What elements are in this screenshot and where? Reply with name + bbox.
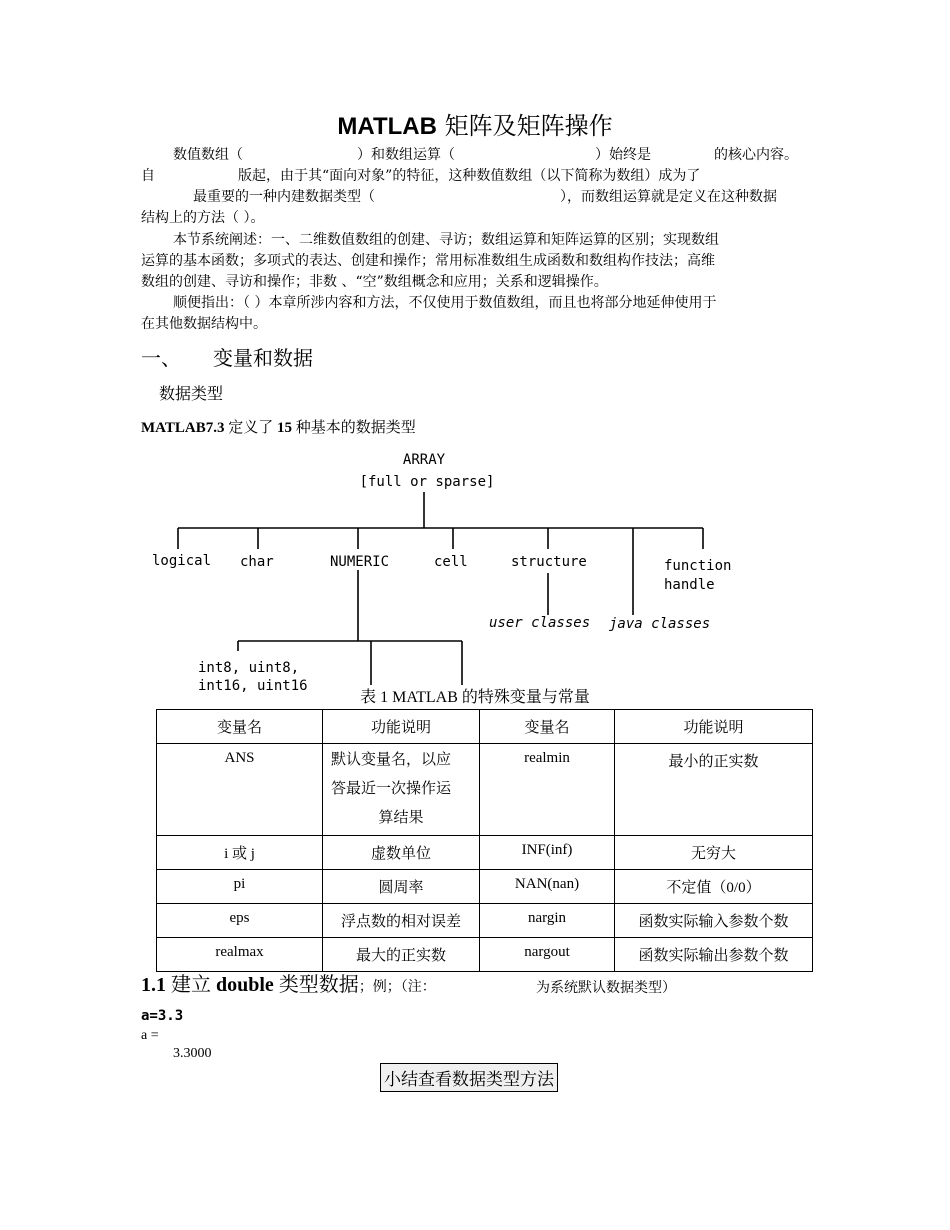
node-function: function: [664, 558, 732, 574]
table-header-row: [157, 710, 813, 744]
intro-line-1a: 数值数组（: [173, 147, 243, 163]
table-row: [157, 904, 813, 938]
table-cell: 圆周率: [323, 870, 480, 904]
table-cell: i 或 j: [157, 836, 323, 870]
code-output-value: 3.3000: [173, 1046, 212, 1061]
intro-line-2b: 版起，由于其“面向对象”的特征，这种数值数组（以下简称为数组）成为了: [238, 168, 701, 184]
node-user-classes: user classes: [489, 615, 591, 631]
data-type-diagram: [140, 445, 760, 694]
table-row: [157, 870, 813, 904]
special-variables-table: [156, 709, 813, 972]
intro-p2-line-1: 本节系统阐述：一、二维数值数组的创建、寻访；数组运算和矩阵运算的区别；实现数组: [173, 232, 719, 248]
intro-line-1c: ）始终是: [595, 147, 651, 163]
node-char: char: [240, 554, 274, 570]
table-cell: nargin: [480, 904, 615, 938]
intro-p3-line-1: 顺便指出：（ ）本章所涉内容和方法，不仅使用于数值数组，而且也将部分地延伸使用于: [173, 295, 717, 311]
table-caption: 表 1 MATLAB 的特殊变量与常量: [360, 689, 590, 706]
table-row: [157, 836, 813, 870]
intro-line-3b: ），而数组运算就是定义在这种数据: [560, 189, 777, 205]
subsection-heading: 数据类型: [159, 384, 224, 403]
table-cell: 最大的正实数: [323, 938, 480, 972]
node-cell: cell: [434, 554, 468, 570]
page-title: MATLAB 矩阵及矩阵操作: [337, 112, 613, 140]
table-header: 功能说明: [615, 710, 813, 744]
node-int16-cut: int16, uint16: [198, 678, 308, 694]
summary-box: 小结查看数据类型方法: [380, 1063, 558, 1092]
table-cell: realmax: [157, 938, 323, 972]
table-cell: ANS: [157, 744, 323, 836]
table-cell: nargout: [480, 938, 615, 972]
table-header: 变量名: [157, 710, 323, 744]
section-heading-1: 一、 变量和数据: [141, 346, 313, 370]
table-cell: realmin: [480, 744, 615, 836]
table-cell: 虚数单位: [323, 836, 480, 870]
code-command: a=3.3: [141, 1008, 184, 1024]
node-structure: structure: [511, 554, 587, 570]
table-row: [157, 744, 813, 836]
table-header: 变量名: [480, 710, 615, 744]
table-cell: 无穷大: [615, 836, 813, 870]
intro-line-1b: ）和数组运算（: [357, 147, 455, 163]
node-int8-uint8: int8, uint8,: [198, 660, 300, 676]
node-array: ARRAY: [402, 452, 446, 468]
code-output-label: a =: [141, 1028, 159, 1043]
table-cell: 不定值（0/0）: [615, 870, 813, 904]
table-header: 功能说明: [323, 710, 480, 744]
node-full-or-sparse: [full or sparse]: [359, 474, 495, 490]
table-cell: 函数实际输入参数个数: [615, 904, 813, 938]
types-line: MATLAB7.3 定义了 15 种基本的数据类型: [141, 420, 416, 436]
table-cell: eps: [157, 904, 323, 938]
table-row: [157, 938, 813, 972]
table-cell: pi: [157, 870, 323, 904]
table-cell: 浮点数的相对误差: [323, 904, 480, 938]
intro-line-2a: 自: [141, 168, 155, 184]
intro-line-1d: 的核心内容。: [714, 147, 798, 163]
section-note: 为系统默认数据类型）: [536, 980, 676, 996]
table-cell: NAN(nan): [480, 870, 615, 904]
section-heading-1-1: 1.1 建立 double 类型数据；例；（注：: [141, 974, 436, 996]
node-logical: logical: [152, 553, 212, 569]
node-handle: handle: [664, 577, 715, 593]
intro-line-4: 结构上的方法（ ）。: [141, 210, 265, 226]
intro-p2-line-3: 数组的创建、寻访和操作；非数 、“空”数组概念和应用；关系和逻辑操作。: [141, 274, 608, 290]
node-java-classes: java classes: [609, 616, 711, 632]
table-cell: INF(inf): [480, 836, 615, 870]
table-cell: 最小的正实数: [615, 744, 813, 836]
table-cell-ans-desc: 默认变量名，以应 答最近一次操作运 算结果: [323, 744, 480, 836]
node-numeric: NUMERIC: [330, 554, 390, 570]
table-cell: 函数实际输出参数个数: [615, 938, 813, 972]
intro-p2-line-2: 运算的基本函数；多项式的表达、创建和操作；常用标准数组生成函数和数组构作技法；高维: [141, 253, 715, 269]
intro-p3-line-2: 在其他数据结构中。: [141, 316, 267, 332]
intro-line-3a: 最重要的一种内建数据类型（: [193, 189, 375, 205]
